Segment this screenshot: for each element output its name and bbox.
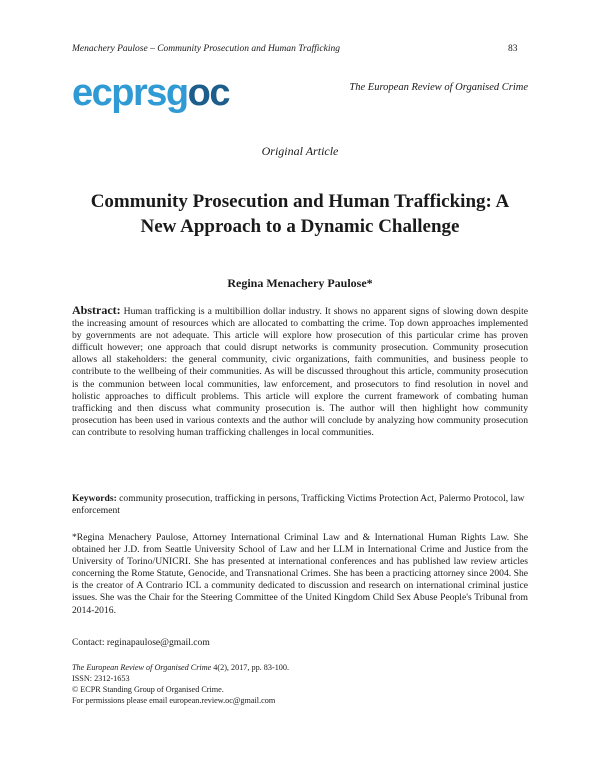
running-title: Menachery Paulose – Community Prosecution and Human Trafficking bbox=[72, 44, 340, 54]
article-title: Community Prosecution and Human Trafficking: A New Approach to a Dynamic Challenge bbox=[90, 191, 510, 237]
contact-email: Contact: reginapaulose@gmail.com bbox=[72, 637, 210, 648]
page-number: 83 bbox=[508, 44, 518, 54]
svg-text:ecprsgoc bbox=[72, 74, 230, 114]
keywords-text: community prosecution, trafficking in persons, Trafficking Victims Protection Act, Palermo Protocol, law enforcement bbox=[72, 493, 525, 517]
abstract bbox=[72, 304, 528, 439]
author-bio: *Regina Menachery Paulose, Attorney International Criminal Law and & International Human Rights Law. She obtained her J.D. from Seattle University School of Law and her LLM in International Crime and Justice from the University of Torino/UNICRI. She has presented at international conferences and has published law review articles concerning the Rome Statute, Genocide, and Transnational Crimes. She has been a practicing attorney since 2004. She is the creator of A Contrario ICL a community dedicated to discussion and research on international criminal justice issues. She was the Chair for the Steering Committee of the United Kingdom Child Sex Abuse People's Tribunal from 2014-2016. bbox=[72, 532, 528, 616]
logo-sg: sg bbox=[146, 74, 188, 114]
footer bbox=[72, 662, 289, 706]
ecprsgoc-logo bbox=[72, 74, 264, 114]
author-name: Regina Menachery Paulose* bbox=[227, 276, 373, 290]
logo-oc: oc bbox=[187, 74, 229, 114]
copyright: © ECPR Standing Group of Organised Crime. bbox=[72, 685, 224, 694]
article-type: Original Article bbox=[261, 144, 339, 158]
citation-details: 4(2), 2017, pp. 83-100. bbox=[211, 663, 290, 672]
citation bbox=[72, 662, 289, 673]
citation-journal: The European Review of Organised Crime bbox=[72, 663, 212, 672]
abstract-label: Abstract: bbox=[72, 303, 121, 317]
permissions: For permissions please email european.review.oc@gmail.com bbox=[72, 696, 276, 705]
keywords bbox=[72, 493, 528, 517]
logo-ecpr: ecpr bbox=[72, 74, 147, 114]
issn: ISSN: 2312-1653 bbox=[72, 674, 130, 683]
keywords-label: Keywords: bbox=[72, 493, 117, 504]
journal-name: The European Review of Organised Crime bbox=[349, 82, 528, 93]
abstract-text: Human trafficking is a multibillion dollar industry. It shows no apparent signs of slowing down despite the increasing amount of resources which are allocated to combatting the crime. Top down approaches implemented by governments are not adequate. This article will explore how prosecution of this particular crime has proven difficult however; one approach that could disrupt networks is community prosecution. Community prosecution allows all stakeholders: the general community, civic organizations, faith communities, and business people to contribute to the wellbeing of their communities. As will be discussed throughout this article, community prosecution is the communion between local communities, law enforcement, and prosecutors to find resolution in novel and holistic approaches to difficult problems. This article will explore the current framework of combating human trafficking and then discuss what community prosecution is. The author will then highlight how community prosecution has been used in various contexts and the author will conclude by analyzing how community prosecution can contribute to resolving human trafficking challenges in local communities. bbox=[72, 306, 528, 438]
